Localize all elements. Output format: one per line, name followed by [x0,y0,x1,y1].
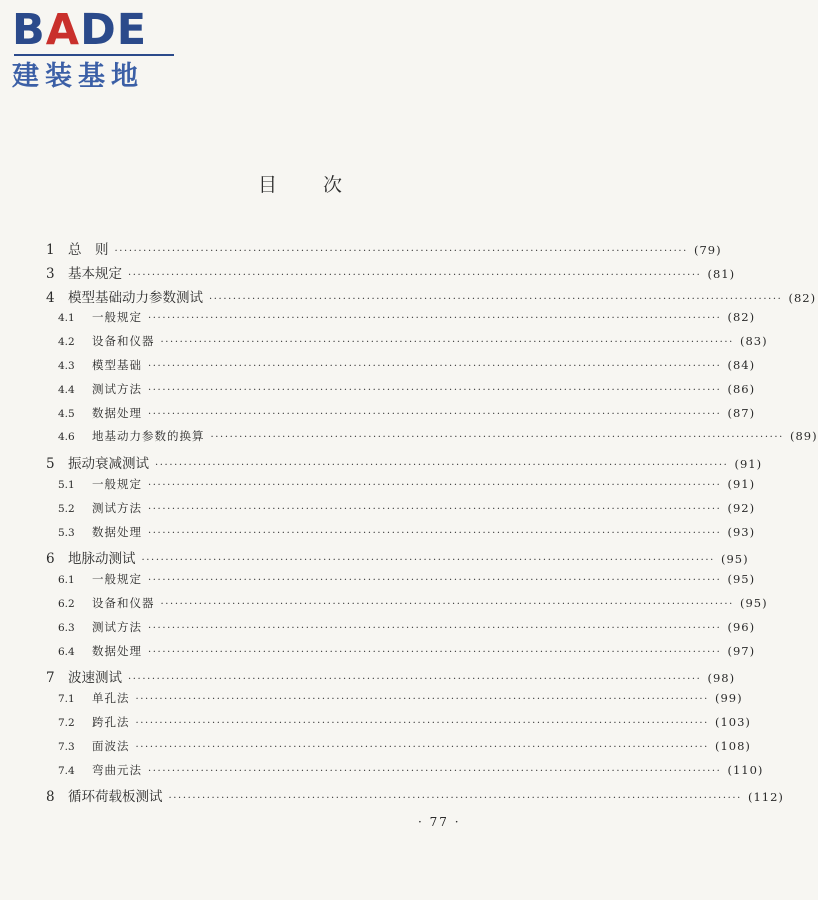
toc-entry [46,785,784,809]
toc-entry-label: 波速测试 [68,670,122,687]
toc-entry [46,762,764,786]
toc-leader-dots: ························································································································ [148,527,722,539]
logo-subtitle: 建装基地 [12,61,144,92]
toc-entry-number: 5.2 [58,502,75,515]
toc-entry-page: (91) [727,476,756,491]
page-title: 目次 [257,174,388,196]
toc-entry-number: 7.1 [58,693,75,706]
toc-entry-page: (92) [727,500,756,515]
toc-entry [46,238,722,262]
toc-leader-dots: ························································································································ [210,432,784,444]
toc-entry-label: 数据处理 [92,524,142,539]
toc-entry [46,666,736,690]
toc-leader-dots: ························································································································ [128,674,702,686]
toc-leader-dots: ························································································································ [148,622,722,634]
toc-entry [46,619,756,643]
toc-leader-dots: ························································································································ [148,503,722,515]
toc-entry-number: 3 [46,265,55,282]
toc-entry [46,571,756,595]
toc-entry-number: 4.5 [58,407,75,420]
toc-entry-label: 设备和仪器 [92,595,155,610]
toc-leader-dots: ························································································································ [148,313,722,325]
toc-entry-number: 5 [46,456,55,473]
toc-entry-label: 测试方法 [92,500,142,515]
toc-entry-label: 模型基础 [92,357,142,372]
toc-entry-page: (87) [727,405,756,420]
toc-entry-number: 7.4 [58,764,75,777]
toc-leader-dots: ························································································································ [160,598,734,610]
toc-leader-dots: ························································································································ [209,293,783,305]
toc-entry-label: 面波法 [92,738,130,753]
toc-leader-dots: ························································································································ [160,337,734,349]
toc-entry-page: (95) [720,552,749,567]
toc-entry-label: 单孔法 [92,691,130,706]
toc-leader-dots: ························································································································ [155,460,729,472]
toc-entry-number: 4.1 [58,312,75,325]
toc-entry-page: (110) [727,762,764,777]
toc-entry [46,690,743,714]
toc-leader-dots: ························································································································ [148,646,722,658]
toc-entry-number: 6.1 [58,574,75,587]
toc-leader-dots: ························································································································ [168,793,742,805]
toc-entry-number: 4 [46,289,55,306]
toc-entry [46,643,756,667]
brand-logo [12,5,182,94]
toc-entry-page: (93) [727,524,756,539]
toc-entry [46,333,768,357]
toc-entry-page: (97) [727,643,756,658]
toc-entry-page: (81) [707,266,736,281]
toc-entry-page: (96) [727,619,756,634]
toc-entry-page: (91) [734,457,763,472]
toc-entry-page: (95) [739,595,768,610]
toc-entry-number: 6 [46,551,55,568]
toc-leader-dots: ························································································································ [148,384,722,396]
toc-entry-number: 7.2 [58,716,75,729]
toc-entry-number: 7.3 [58,740,75,753]
logo-wordmark: BADE [12,5,148,55]
toc-leader-dots: ························································································································ [148,575,722,587]
toc-entry-page: (89) [789,429,818,444]
toc-entry-number: 8 [46,789,55,806]
toc-entry-number: 5.1 [58,478,75,491]
toc-leader-dots: ························································································································ [128,269,702,281]
toc-leader-dots: ························································································································ [135,717,709,729]
toc-entry-page: (103) [714,714,751,729]
toc-entry-number: 6.2 [58,597,75,610]
toc-entry [46,262,736,286]
toc-entry-number: 4.3 [58,359,75,372]
toc-entry-label: 地脉动测试 [68,551,136,568]
toc-entry [46,595,768,619]
toc-entry-number: 6.4 [58,645,75,658]
toc-leader-dots: ························································································································ [135,741,709,753]
toc-leader-dots: ························································································································ [135,694,709,706]
toc-entry-label: 振动衰减测试 [68,456,149,473]
toc-entry [46,405,756,429]
toc-entry [46,476,756,500]
toc-entry-page: (79) [693,243,722,257]
toc-entry-number: 5.3 [58,526,75,539]
toc-entry-label: 数据处理 [92,643,142,658]
toc-entry-label: 设备和仪器 [92,334,155,349]
toc-entry-page: (112) [747,790,784,805]
toc-entry-label: 测试方法 [92,381,142,396]
toc-entry-page: (95) [727,572,756,587]
toc-entry-number: 6.3 [58,621,75,634]
toc-entry-number: 4.6 [58,431,75,444]
toc-entry-label: 弯曲元法 [92,762,142,777]
toc-entry [46,738,751,762]
toc-entry [46,357,756,381]
toc-entry [46,309,756,333]
toc-leader-dots: ························································································································ [141,555,715,567]
toc-entry-label: 地基动力参数的换算 [92,429,205,444]
toc-entry [46,428,818,452]
toc-entry-label: 模型基础动力参数测试 [68,289,203,306]
toc-entry-label: 测试方法 [92,619,142,634]
toc-entry [46,500,756,524]
toc-entry-page: (108) [714,738,751,753]
toc-entry [46,452,763,476]
toc-entry [46,524,756,548]
toc-leader-dots: ························································································································ [114,246,688,257]
toc-entry [46,286,817,310]
toc-entry [46,381,756,405]
toc-entry-page: (82) [727,310,756,325]
toc-entry-label: 基本规定 [68,265,122,282]
toc-entry-number: 7 [46,670,55,687]
toc-entry-number: 1 [46,242,55,258]
toc-leader-dots: ························································································································ [148,360,722,372]
toc-entry-label: 一般规定 [92,572,142,587]
toc-entry-label: 总 则 [68,242,109,258]
toc-entry-number: 4.2 [58,336,75,349]
toc-entry-label: 跨孔法 [92,714,130,729]
logo-accent-letter: A [45,5,81,55]
toc-entry-page: (99) [714,691,743,706]
toc-entry-page: (84) [727,357,756,372]
toc-entry [46,547,749,571]
toc-leader-dots: ························································································································ [148,479,722,491]
toc-entry-label: 循环荷载板测试 [68,789,163,806]
page-number: · 77 · [418,815,461,829]
toc-entry-page: (86) [727,381,756,396]
toc-entry-page: (98) [707,671,736,686]
toc-leader-dots: ························································································································ [148,408,722,420]
table-of-contents [46,238,818,809]
toc-entry-label: 一般规定 [92,476,142,491]
toc-entry-label: 一般规定 [92,310,142,325]
toc-leader-dots: ························································································································ [148,765,722,777]
toc-entry [46,714,751,738]
toc-entry-label: 数据处理 [92,405,142,420]
toc-entry-page: (83) [739,334,768,349]
toc-entry-page: (82) [788,290,817,305]
toc-entry-number: 4.4 [58,383,75,396]
